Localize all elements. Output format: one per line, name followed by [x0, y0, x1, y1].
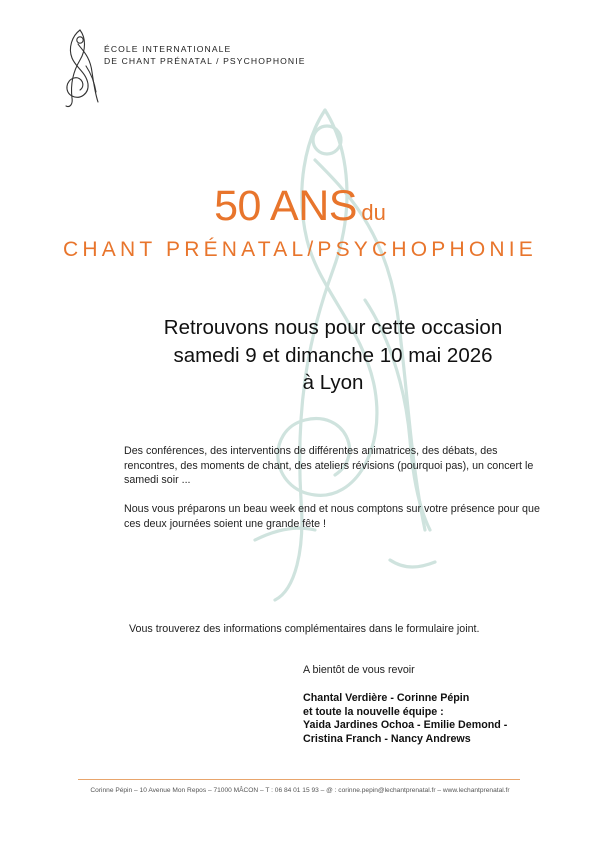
anniversary-subtitle: CHANT PRÉNATAL/PSYCHOPHONIE — [63, 238, 537, 261]
treble-clef-logo-icon — [56, 26, 100, 110]
event-line1: Retrouvons nous pour cette occasion — [163, 316, 503, 339]
organization-name-line1: ÉCOLE INTERNATIONALE — [104, 44, 232, 54]
organization-name-line2: DE CHANT PRÉNATAL / PSYCHOPHONIE — [104, 56, 306, 66]
program-paragraph: Des conférences, des interventions de différentes animatrices, des débats, des rencontres, des moments de chant, des ateliers révisions (pourquoi pas), un concert le samedi soir ... — [124, 445, 534, 487]
signer-line: Yaida Jardines Ochoa - Emilie Demond - — [303, 719, 508, 731]
anniversary-du: du — [361, 200, 386, 225]
signers-block — [303, 692, 507, 746]
closing-greeting: A bientôt de vous revoir — [303, 664, 415, 676]
footer-divider — [78, 779, 520, 780]
organization-name — [104, 43, 306, 67]
anniversary-headline — [0, 182, 600, 231]
signer-line: et toute la nouvelle équipe : — [303, 705, 444, 718]
signer-line: Chantal Verdière - Corinne Pépin — [303, 692, 470, 704]
event-announcement — [100, 314, 566, 397]
footer-contact: Corinne Pépin – 10 Avenue Mon Repos – 71000 MÂCON – T : 06 84 01 15 93 – @ : corinne.pepin@lechantprenatal.fr – www.lechantprenatal.fr — [90, 787, 510, 794]
invitation-paragraph: Nous vous préparons un beau week end et nous comptons sur votre présence pour que ces deux journées soient une grande fête ! — [124, 503, 540, 530]
info-paragraph: Vous trouverez des informations complémentaires dans le formulaire joint. — [129, 623, 480, 635]
event-date: samedi 9 et dimanche 10 mai 2026 — [173, 343, 493, 367]
anniversary-years: 50 ANS — [214, 182, 357, 230]
signer-line: Cristina Franch - Nancy Andrews — [303, 732, 471, 745]
event-location: à Lyon — [302, 371, 364, 394]
